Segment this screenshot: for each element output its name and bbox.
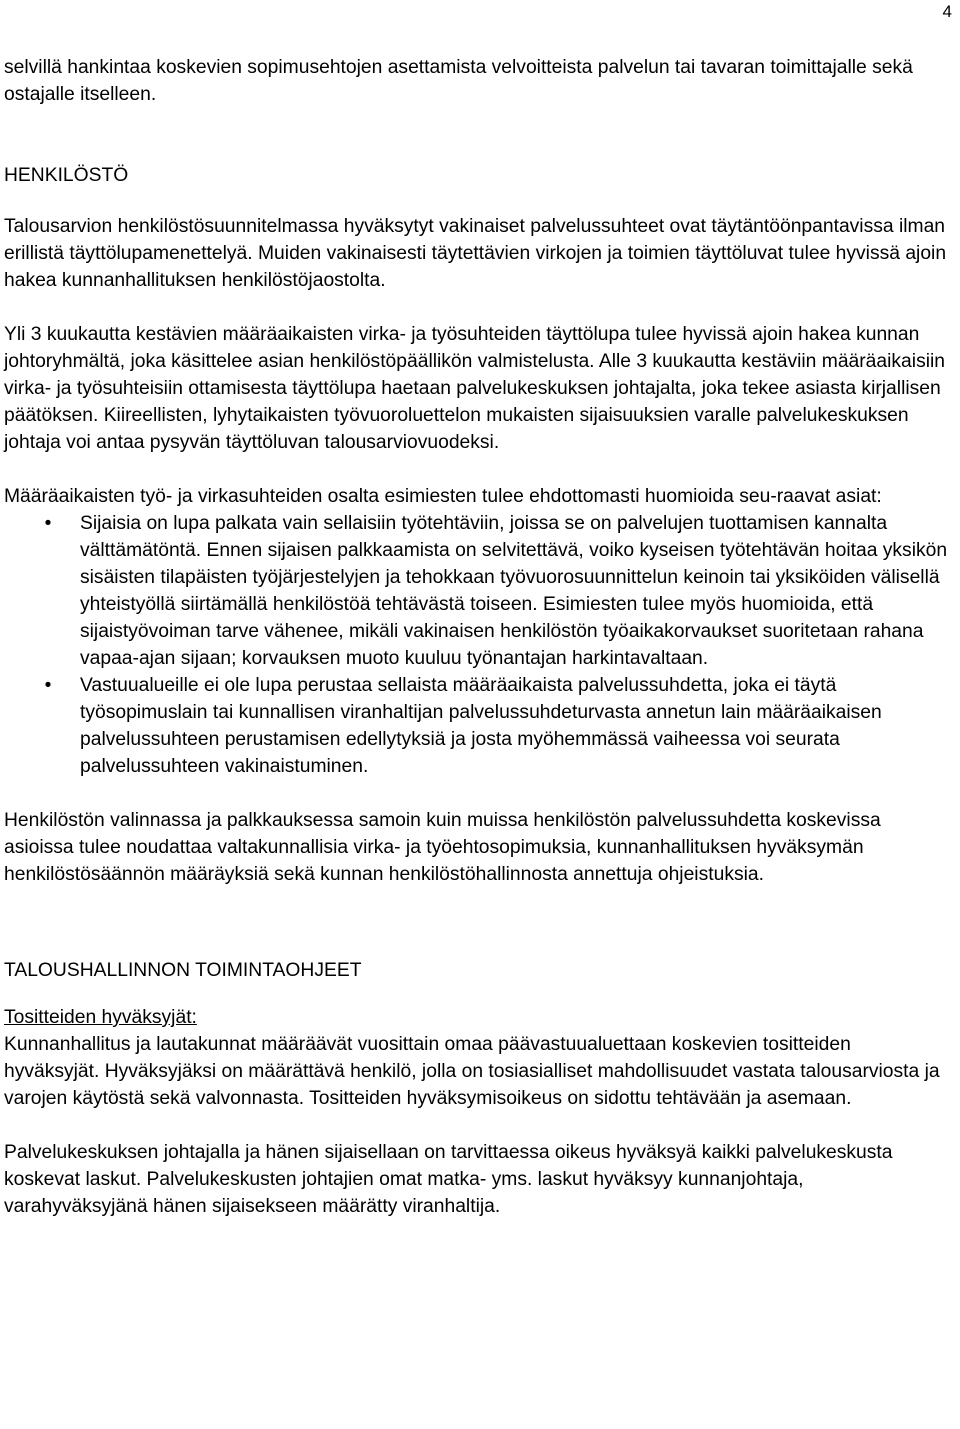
page-number: 4 — [942, 2, 952, 21]
list-item — [4, 510, 948, 672]
bullet-icon: • — [44, 513, 52, 534]
list-item-text: Vastuualueille ei ole lupa perustaa sellaista määräaikaista palvelussuhdetta, joka ei täytä työsopimuslain tai kunnallisen viranhaltijan palvelussuhdeturvasta annetun lain määräaikaisen palvelussuhteen perustamisen edellytyksiä ja josta myöhemmässä vaiheessa voi seurata palvelussuhteen vakinaistuminen. — [80, 675, 882, 777]
paragraph-maaraaikaiset: Määräaikaisten työ- ja virkasuhteiden osalta esimiesten tulee ehdottomasti huomioida seu-raavat asiat: — [4, 486, 882, 507]
paragraph-valinta: Henkilöstön valinnassa ja palkkauksessa samoin kuin muissa henkilöstön palvelussuhdetta koskevissa asioissa tulee noudattaa valtakunnallisia virka- ja työehtosopimuksia, kunnanhallituksen hyväksymän henkilöstösäännön määräyksiä sekä kunnan henkilöstöhallinnosta annettuja ohjeistuksia. — [4, 810, 881, 885]
section-heading-taloushallinto: TALOUSHALLINNON TOIMINTAOHJEET — [4, 960, 362, 981]
subheading-tositteet — [4, 1004, 948, 1031]
subheading-tositteet-text: Tositteiden hyväksyjät: — [4, 1007, 197, 1028]
section-taloushallinto — [4, 957, 948, 1220]
paragraph-henkilosto-2: Yli 3 kuukautta kestävien määräaikaisten virka- ja työsuhteiden täyttölupa tulee hyvissä ajoin hakea kunnan johtoryhmältä, joka käsittelee asian henkilöstöpäällikön valmistelusta. Alle 3 kuukautta kestäviin määräaikaisiin virka- ja työsuhteisiin ottamisesta täyttölupa haetaan palvelukeskuksen johtajalta, joka tekee asiasta kirjallisen päätöksen. Kiireellisten, lyhytaikaisten työvuoroluettelon mukaisten sijaisuuksien varalle palvelukeskuksen johtaja voi antaa pysyvän täyttöluvan talousarviovuodeksi. — [4, 324, 945, 453]
list-item — [4, 672, 948, 780]
paragraph-intro: selvillä hankintaa koskevien sopimusehtojen asettamista velvoitteista palvelun tai tavaran toimittajalle sekä ostajalle itselleen. — [4, 57, 913, 105]
bullet-icon: • — [44, 675, 52, 696]
paragraph-henkilosto-1: Talousarvion henkilöstösuunnitelmassa hyväksytyt vakinaiset palvelussuhteet ovat täytäntöönpantavissa ilman erillistä täyttölupamenettelyä. Muiden vakinaisesti täytettävien virkojen ja toimien täyttöluvat tulee hyvissä ajoin hakea kunnanhallituksen henkilöstöjaostolta. — [4, 216, 947, 291]
document-body — [4, 54, 948, 1220]
section-henkilosto — [4, 162, 948, 888]
paragraph-tositteet-1: Kunnanhallitus ja lautakunnat määräävät vuosittain omaa päävastuualuettaan koskevien tositteiden hyväksyjät. Hyväksyjäksi on määrättävä henkilö, jolla on tosiasialliset mahdollisuudet vastata talousarviosta ja varojen käytöstä sekä valvonnasta. Tositteiden hyväksymisoikeus on sidottu tehtävään ja asemaan. — [4, 1034, 940, 1109]
section-heading-henkilosto: HENKILÖSTÖ — [4, 165, 129, 186]
bullet-list — [4, 510, 948, 780]
paragraph-tositteet-2: Palvelukeskuksen johtajalla ja hänen sijaisellaan on tarvittaessa oikeus hyväksyä kaikki palvelukeskusta koskevat laskut. Palvelukeskusten johtajien omat matka- yms. laskut hyväksyy kunnanjohtaja, varahyväksyjänä hänen sijaisekseen määrätty viranhaltija. — [4, 1142, 893, 1217]
list-item-text: Sijaisia on lupa palkata vain sellaisiin työtehtäviin, joissa se on palvelujen tuottamisen kannalta välttämätöntä. Ennen sijaisen palkkaamista on selvitettävä, voiko kyseisen työtehtävän hoitaa yksikön sisäisten tilapäisten työjärjestelyjen ja tehokkaan työvuorosuunnittelun keinoin tai yksiköiden välisellä yhteistyöllä siirtämällä henkilöstöä tehtävästä toiseen. Esimiesten tulee myös huomioida, että sijaistyövoiman tarve vähenee, mikäli vakinaisen henkilöstön työaikakorvaukset suoritetaan rahana vapaa-ajan sijaan; korvauksen muoto kuuluu työnantajan harkintavaltaan. — [80, 513, 948, 669]
